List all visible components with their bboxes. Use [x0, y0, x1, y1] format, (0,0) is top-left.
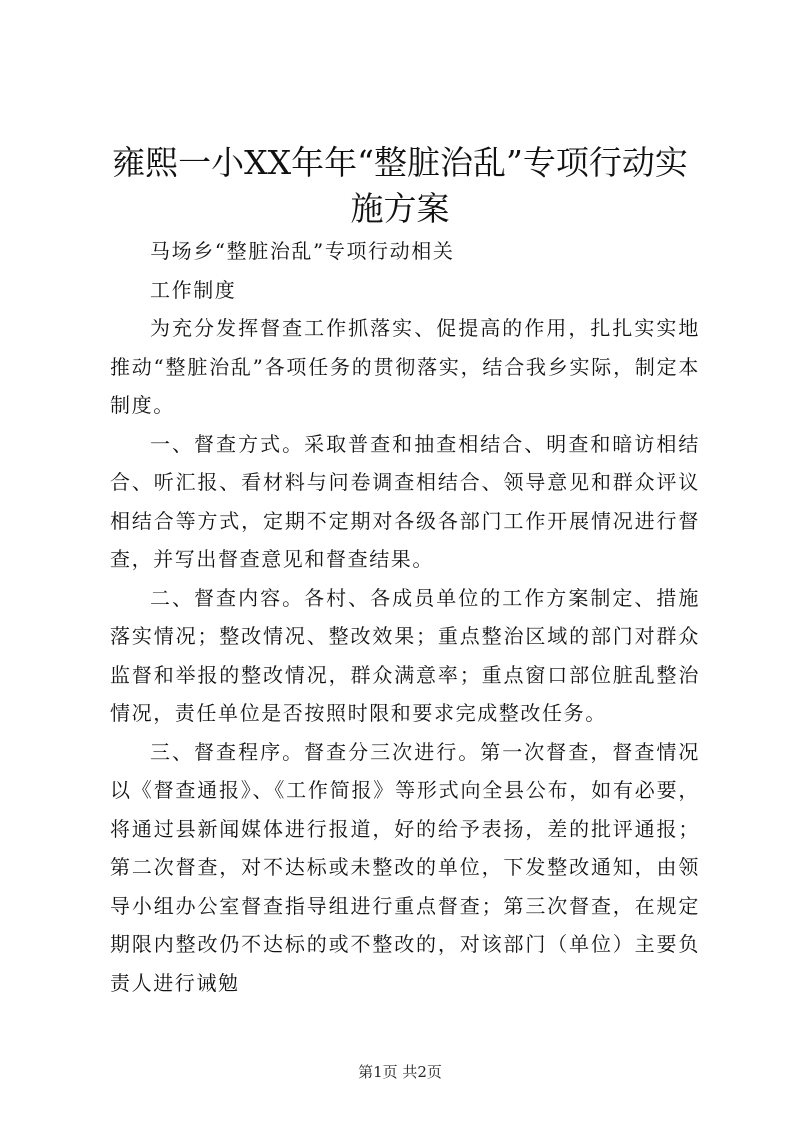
document-body — [110, 232, 700, 1002]
paragraph-heading: 工作制度 — [150, 277, 237, 302]
paragraph-content: 二、督查内容。各村、各成员单位的工作方案制定、措施落实情况；整改情况、整改效果；重点整治区域的部门对群众监督和举报的整改情况，群众满意率；重点窗口部位脏乱整治情况，责任单位是否按照时限和要求完成整改任务。 — [110, 585, 700, 725]
paragraph-method: 一、督查方式。采取普查和抽查相结合、明查和暗访相结合、听汇报、看材料与问卷调查相结合、领导意见和群众评议相结合等方式，定期不定期对各级各部门工作开展情况进行督查，并写出督查意见和督查结果。 — [110, 431, 700, 571]
paragraph-procedure: 三、督查程序。督查分三次进行。第一次督查，督查情况以《督查通报》、《工作简报》等形式向全县公布，如有必要，将通过县新闻媒体进行报道，好的给予表扬，差的批评通报；第二次督查，对不达标或未整改的单位，下发整改通知，由领导小组办公室督查指导组进行重点督查；第三次督查，在规定期限内整改仍不达标的或不整改的，对该部门（单位）主要负责人进行诫勉 — [110, 739, 700, 995]
page-footer: 第1页 共2页 — [358, 1063, 442, 1081]
paragraph-subtitle: 马场乡“整脏治乱”专项行动相关 — [150, 239, 455, 263]
paragraph-intro: 为充分发挥督查工作抓落实、促提高的作用，扎扎实实地推动“整脏治乱”各项任务的贯彻落实，结合我乡实际，制定本制度。 — [110, 316, 700, 417]
document-title: 雍熙一小XX年年“整脏治乱”专项行动实施方案 — [112, 143, 688, 228]
